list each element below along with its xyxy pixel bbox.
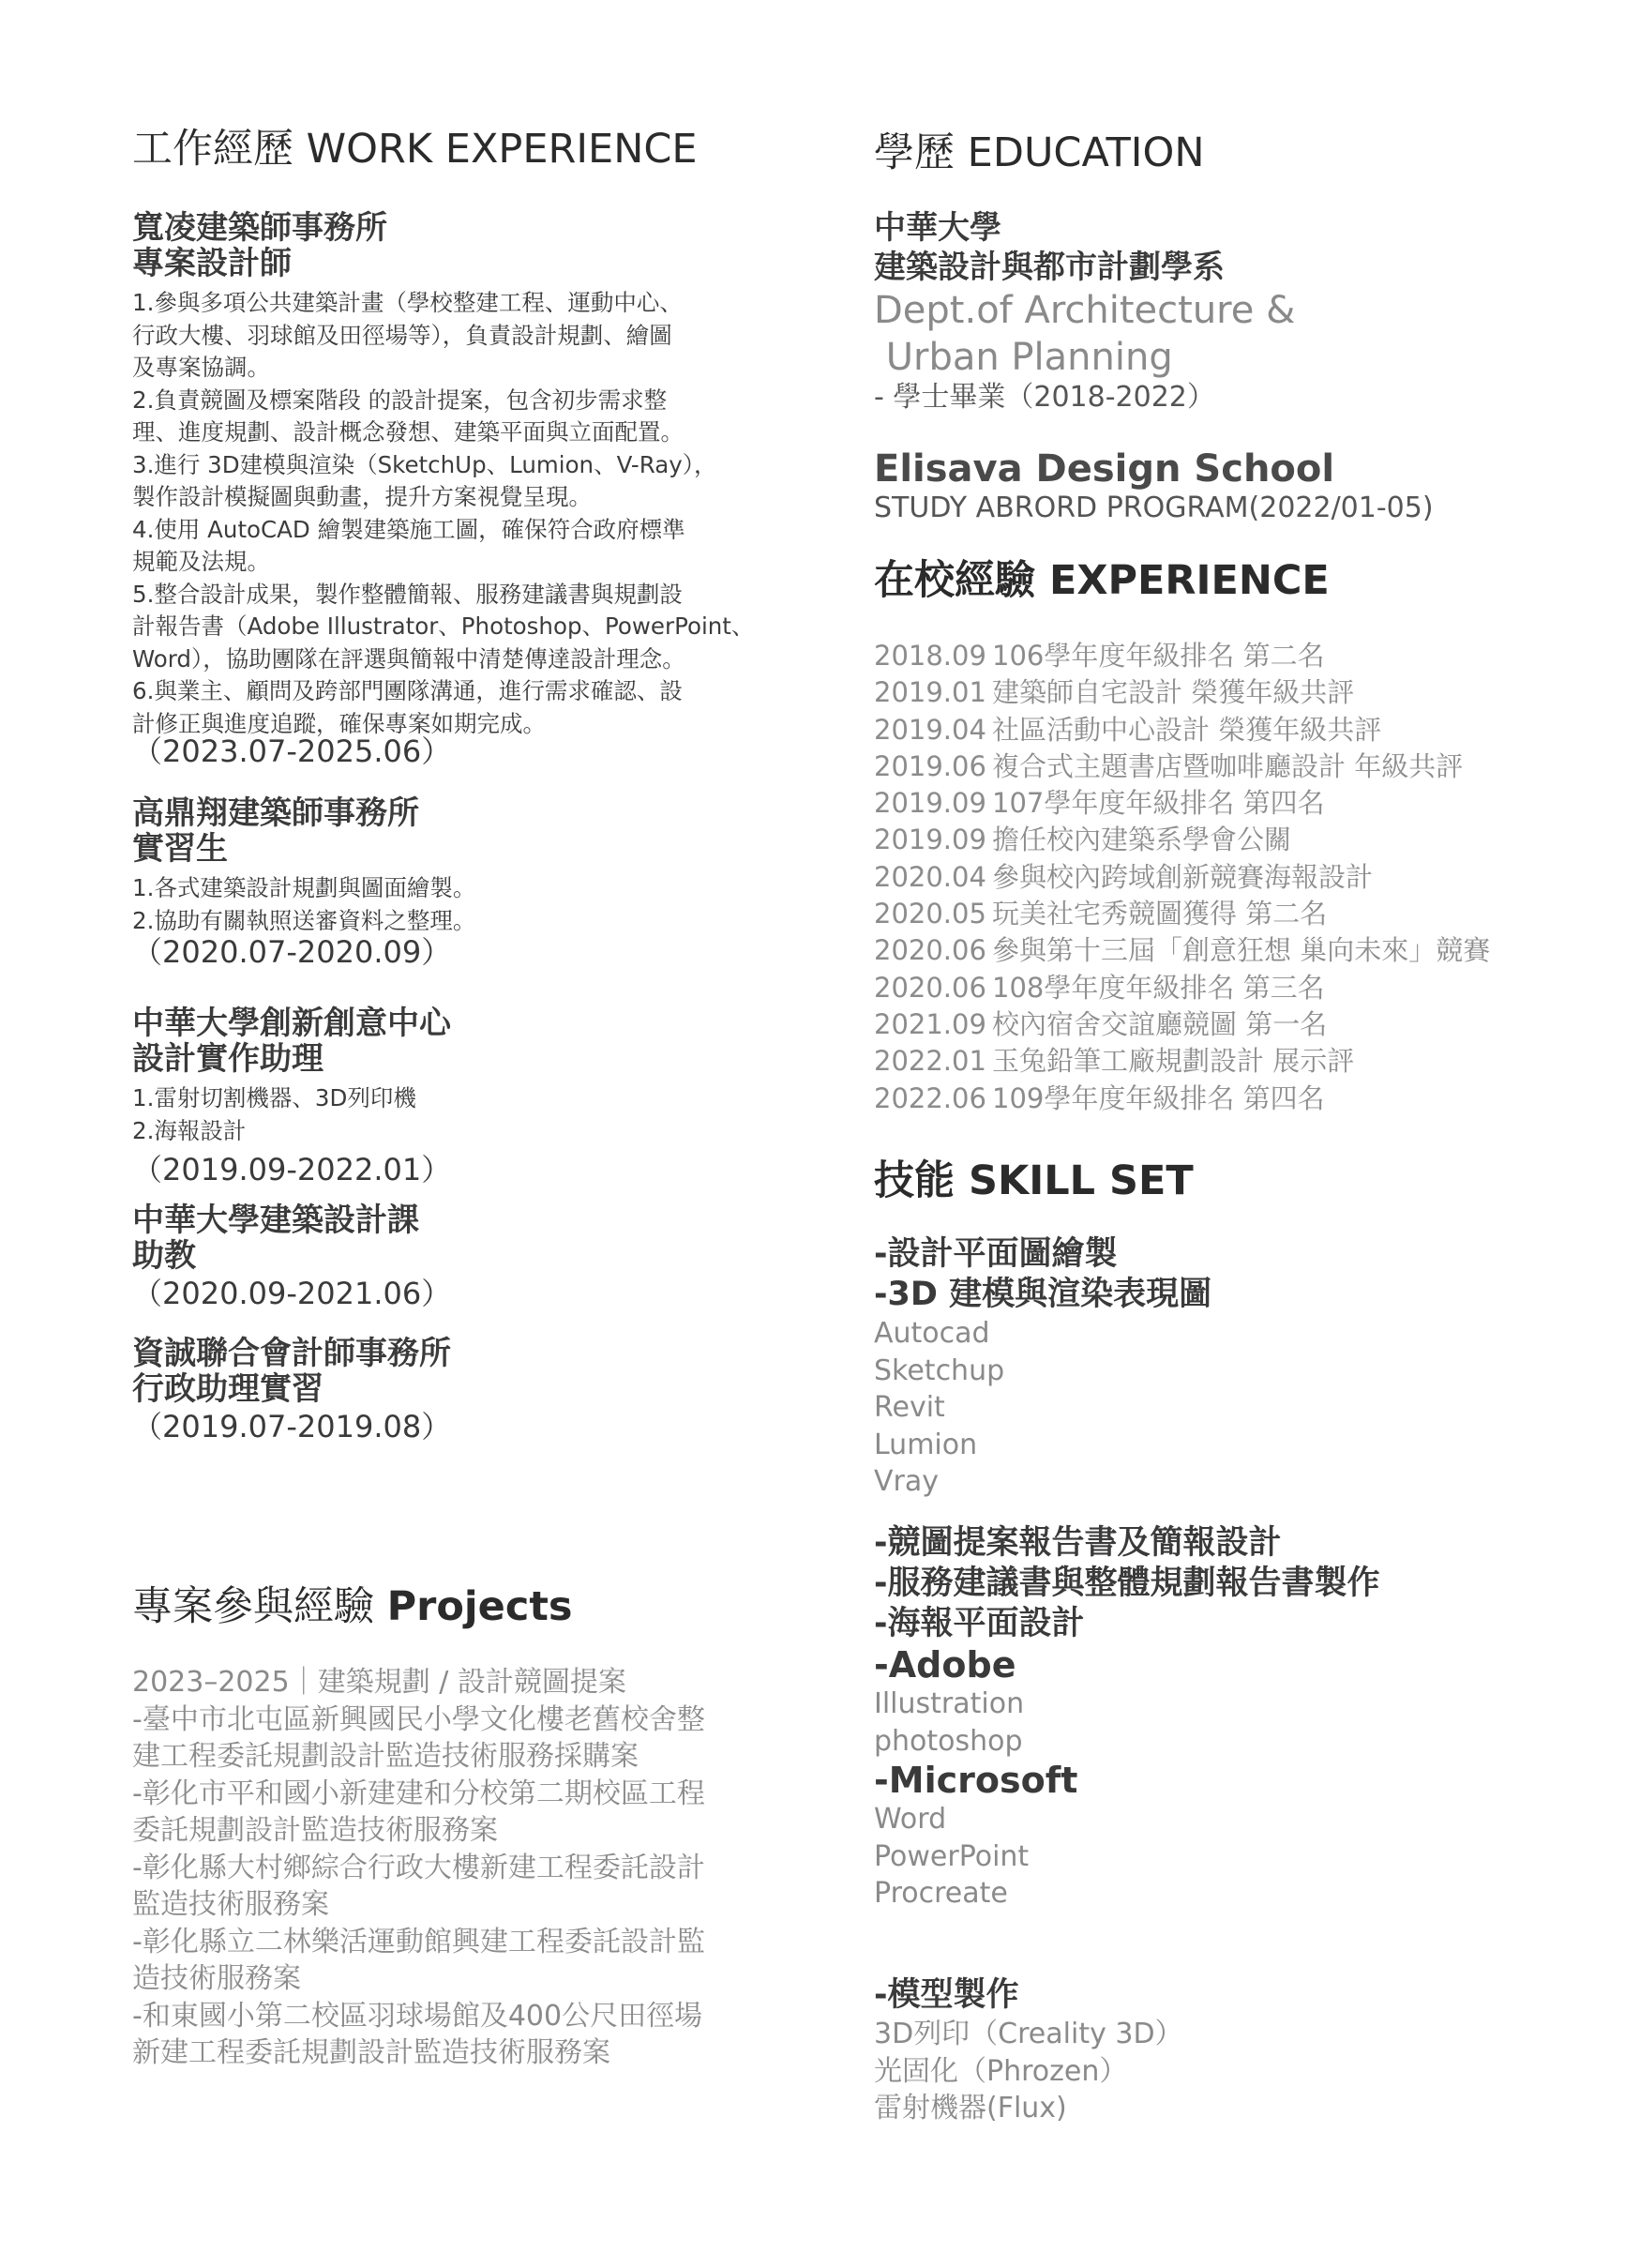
skill-heading-microsoft: -Microsoft: [874, 1760, 1078, 1801]
job-description: [132, 872, 475, 937]
skill-item: Illustration: [874, 1687, 1025, 1720]
experience-date: 2022.01: [874, 1045, 986, 1078]
experience-date: 2019.04: [874, 713, 986, 746]
skill-item: 光固化（Phrozen）: [874, 2054, 1128, 2088]
experience-text: 106學年度年級排名 第二名: [992, 640, 1325, 672]
job-entry: [132, 1336, 451, 1407]
experience-text: 玉兔鉛筆工廠規劃設計 展示評: [992, 1045, 1355, 1078]
experience-text: 107學年度年級排名 第四名: [992, 787, 1325, 820]
skill-item: PowerPoint: [874, 1839, 1030, 1873]
department-en-line: Urban Planning: [874, 336, 1173, 379]
job-entry: [132, 210, 387, 281]
job-date: （2019.09-2022.01）: [132, 1152, 452, 1187]
experience-date: 2019.01: [874, 676, 986, 709]
project-line: -彰化縣立二林樂活運動館興建工程委託設計監: [132, 1925, 705, 1958]
job-description: [132, 1082, 416, 1147]
experience-item: [874, 638, 1490, 674]
skill-heading-adobe: -Adobe: [874, 1644, 1016, 1686]
job-desc-line: 及專案協調。: [132, 354, 270, 381]
job-description: [132, 287, 754, 740]
projects-heading-zh: 專案參與經驗: [132, 1583, 374, 1630]
experience-text: 擔任校內建築系學會公關: [992, 824, 1292, 856]
job-desc-line: Word），協助團隊在評選與簡報中清楚傳達設計理念。: [132, 644, 685, 673]
experience-item: [874, 1006, 1490, 1043]
exchange-program: STUDY ABRORD PROGRAM(2022/01-05): [874, 491, 1434, 524]
experience-item: [874, 822, 1490, 858]
job-desc-line: 1.各式建築設計規劃與圖面繪製。: [132, 874, 476, 901]
job-desc-line: 製作設計模擬圖與動畫，提升方案視覺呈現。: [132, 483, 592, 510]
job-desc-line: 5.整合設計成果，製作整體簡報、服務建議書與規劃設: [132, 580, 683, 608]
experience-heading: [874, 559, 1330, 603]
skills-group-model: [874, 1975, 1183, 2127]
job-role: 設計實作助理: [132, 1040, 323, 1079]
project-line: 委託規劃設計監造技術服務案: [132, 1814, 498, 1847]
job-desc-line: 4.使用 AutoCAD 繪製建築施工圖，確保符合政府標準: [132, 515, 685, 543]
skill-item: Revit: [874, 1391, 945, 1424]
department-en-line: Dept.of Architecture &: [874, 289, 1296, 332]
job-desc-line: 2.負責競圖及標案階段 的設計提案，包含初步需求整: [132, 386, 668, 414]
experience-item: [874, 785, 1490, 822]
projects-heading: [132, 1585, 572, 1629]
project-line: 新建工程委託規劃設計監造技術服務案: [132, 2036, 610, 2069]
experience-list: [874, 638, 1490, 1117]
skill-item: photoshop: [874, 1724, 1023, 1758]
experience-item: [874, 970, 1490, 1006]
project-line: -彰化縣大村鄉綜合行政大樓新建工程委託設計: [132, 1851, 705, 1884]
job-desc-line: 2.海報設計: [132, 1116, 247, 1144]
job-date: （2019.07-2019.08）: [132, 1409, 452, 1444]
job-date: （2023.07-2025.06）: [132, 733, 452, 769]
skill-heading: -海報平面設計: [874, 1605, 1085, 1642]
job-desc-line: 6.與業主、顧問及跨部門團隊溝通，進行需求確認、設: [132, 677, 683, 704]
project-line: 造技術服務案: [132, 1962, 301, 1995]
job-org: 寬凌建築師事務所: [132, 209, 387, 247]
skills-group-design: [874, 1234, 1211, 1501]
experience-text: 參與校內跨域創新競賽海報設計: [992, 860, 1374, 893]
experience-item: [874, 748, 1490, 785]
experience-item: [874, 1081, 1490, 1117]
education-entry: [874, 208, 1295, 415]
job-date: （2020.07-2020.09）: [132, 934, 452, 970]
experience-item: [874, 859, 1490, 896]
skill-item: Procreate: [874, 1877, 1008, 1910]
project-line: 建工程委託規劃設計監造技術服務採購案: [132, 1740, 639, 1773]
experience-date: 2022.06: [874, 1081, 986, 1114]
job-desc-line: 行政大樓、羽球館及田徑場等），負責設計規劃、繪圖: [132, 321, 672, 349]
job-desc-line: 2.協助有關執照送審資料之整理。: [132, 906, 476, 934]
experience-text: 校內宿舍交誼廳競圖 第一名: [992, 1007, 1328, 1040]
experience-text: 參與第十三屆「創意狂想 巢向未來」競賽: [992, 934, 1491, 967]
education-heading: 學歷 EDUCATION: [874, 129, 1205, 176]
job-org: 資誠聯合會計師事務所: [132, 1335, 451, 1372]
job-desc-line: 計修正與進度追蹤，確保專案如期完成。: [132, 709, 546, 737]
experience-date: 2019.09: [874, 787, 986, 820]
skill-item: Word: [874, 1803, 947, 1836]
skill-heading: -設計平面圖繪製: [874, 1235, 1118, 1273]
skill-item: Lumion: [874, 1428, 978, 1461]
job-date: （2020.09-2021.06）: [132, 1276, 452, 1311]
job-desc-line: 理、進度規劃、設計概念發想、建築平面與立面配置。: [132, 418, 684, 446]
exchange-entry: [874, 446, 1434, 525]
experience-item: [874, 712, 1490, 748]
job-role: 助教: [132, 1237, 196, 1276]
department-name: 建築設計與都市計劃學系: [874, 249, 1225, 286]
experience-text: 社區活動中心設計 榮獲年級共評: [992, 713, 1382, 746]
skill-item: Sketchup: [874, 1353, 1005, 1387]
projects-heading-en: Projects: [386, 1583, 573, 1630]
job-role: 行政助理實習: [132, 1370, 323, 1409]
job-entry: [132, 1202, 419, 1274]
experience-item: [874, 932, 1490, 969]
skill-heading: -3D 建模與渲染表現圖: [874, 1276, 1212, 1313]
project-line: -臺中市北屯區新興國民小學文化樓老舊校舍整: [132, 1702, 705, 1736]
experience-item: [874, 896, 1490, 932]
job-entry: [132, 1005, 451, 1077]
skill-heading: -服務建議書與整體規劃報告書製作: [874, 1565, 1380, 1602]
experience-text: 建築師自宅設計 榮獲年級共評: [992, 676, 1355, 709]
experience-text: 109學年度年級排名 第四名: [992, 1081, 1325, 1114]
skill-item: 雷射機器(Flux): [874, 2092, 1067, 2124]
exchange-school: Elisava Design School: [874, 447, 1335, 491]
job-desc-line: 1.雷射切割機器、3D列印機: [132, 1084, 416, 1111]
skill-heading: -競圖提案報告書及簡報設計: [874, 1524, 1282, 1562]
experience-date: 2019.06: [874, 749, 986, 782]
job-role: 專案設計師: [132, 245, 292, 283]
work-experience-heading: 工作經歷 WORK EXPERIENCE: [132, 126, 698, 173]
experience-date: 2020.06: [874, 971, 986, 1004]
experience-date: 2020.04: [874, 860, 986, 893]
experience-date: 2018.09: [874, 640, 986, 672]
experience-text: 複合式主題書店暨咖啡廳設計 年級共評: [992, 749, 1464, 782]
experience-date: 2020.06: [874, 934, 986, 967]
experience-item: [874, 1043, 1490, 1080]
skills-heading-text: 技能 SKILL SET: [874, 1157, 1194, 1204]
experience-date: 2021.09: [874, 1007, 986, 1040]
experience-heading-text: 在校經驗 EXPERIENCE: [874, 557, 1330, 604]
project-line: -和東國小第二校區羽球場館及400公尺田徑場: [132, 1999, 703, 2033]
job-desc-line: 1.參與多項公共建築計畫（學校整建工程、運動中心、: [132, 289, 683, 316]
skills-heading: [874, 1159, 1194, 1203]
job-role: 實習生: [132, 830, 228, 869]
project-line: 2023–2025｜建築規劃 / 設計競圖提案: [132, 1666, 626, 1699]
experience-item: [874, 674, 1490, 711]
experience-text: 玩美社宅秀競圖獲得 第二名: [992, 898, 1328, 930]
skill-item: Vray: [874, 1465, 939, 1498]
skill-item: 3D列印（Creality 3D）: [874, 2018, 1183, 2050]
skill-item: Autocad: [874, 1317, 990, 1350]
skills-group-presentation: [874, 1523, 1380, 1913]
job-org: 中華大學創新創意中心: [132, 1005, 451, 1042]
job-desc-line: 計報告書（Adobe Illustrator、Photoshop、PowerPoint、: [132, 612, 755, 640]
skill-heading: -模型製作: [874, 1976, 1019, 2014]
project-line: 監造技術服務案: [132, 1888, 329, 1921]
projects-list: [132, 1664, 705, 2072]
university-name: 中華大學: [874, 209, 1001, 247]
project-line: -彰化市平和國小新建建和分校第二期校區工程: [132, 1777, 705, 1810]
job-org: 中華大學建築設計課: [132, 1202, 419, 1239]
experience-text: 108學年度年級排名 第三名: [992, 971, 1325, 1004]
experience-date: 2020.05: [874, 898, 986, 930]
job-desc-line: 3.進行 3D建模與渲染（SketchUp、Lumion、V-Ray），: [132, 450, 717, 478]
job-desc-line: 規範及法規。: [132, 548, 270, 575]
experience-date: 2019.09: [874, 824, 986, 856]
job-entry: [132, 795, 419, 867]
degree: - 學士畢業（2018-2022）: [874, 381, 1215, 414]
job-org: 高鼎翔建築師事務所: [132, 794, 419, 832]
